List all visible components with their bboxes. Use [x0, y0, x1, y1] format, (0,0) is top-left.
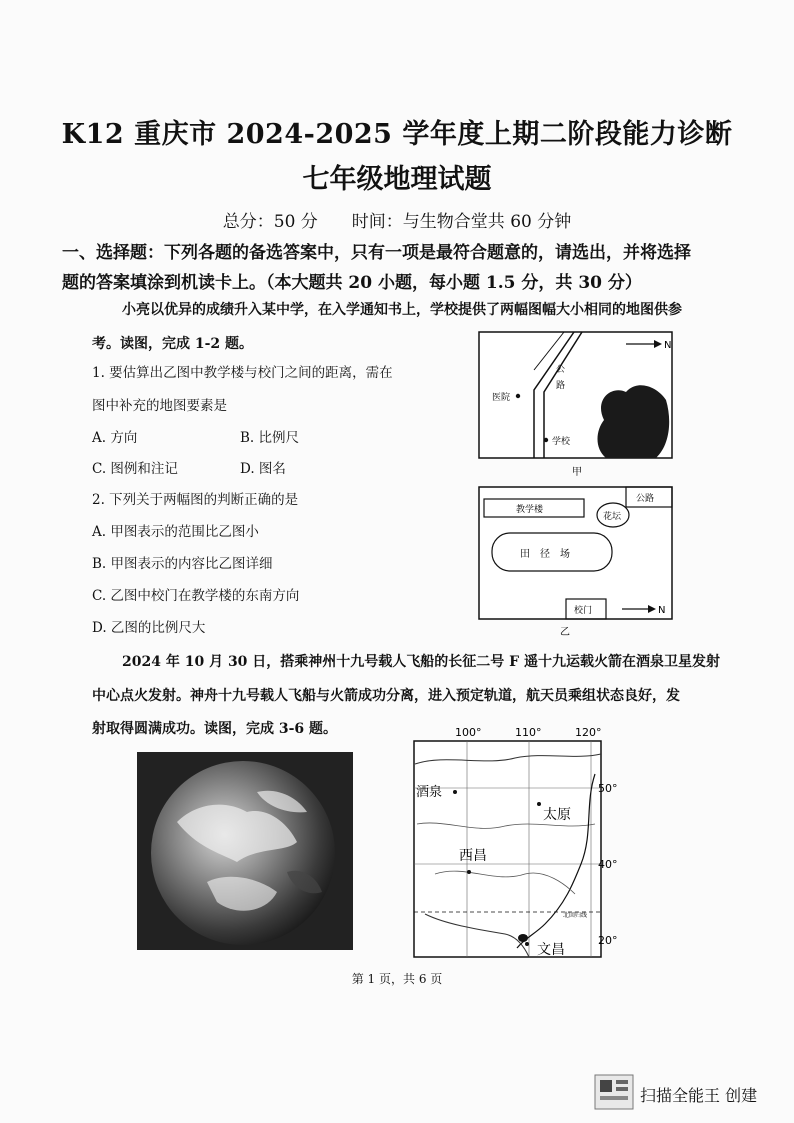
jia-road-char1: 公 — [556, 365, 566, 375]
lon-120: 120° — [575, 726, 602, 739]
xichang-label: 西昌 — [459, 848, 487, 864]
watermark-text: 扫描全能王 创建 — [640, 1086, 758, 1105]
intro2-line1: 2024 年 10 月 30 日，搭乘神州十九号载人飞船的长征二号 F 遥十九运载火箭在酒泉卫星发射 — [122, 654, 720, 670]
yi-caption: 乙 — [560, 627, 570, 638]
intro1-line2: 考。读图，完成 1-2 题。 — [92, 336, 254, 352]
q2-option-a: A. 甲图表示的范围比乙图小 — [92, 524, 259, 540]
intro2-line2: 中心点火发射。神舟十九号载人飞船与火箭成功分离，进入预定轨道，航天员乘组状态良好，发 — [92, 688, 680, 704]
jia-hospital-label: 医院 — [492, 393, 511, 403]
page-footer: 第 1 页，共 6 页 — [351, 972, 443, 986]
exam-title: K12 重庆市 2024-2025 学年度上期二阶段能力诊断 — [61, 119, 733, 150]
section-line-2: 题的答案填涂到机读卡上。（本大题共 20 小题，每小题 1.5 分，共 30 分） — [62, 273, 642, 293]
jia-caption: 甲 — [572, 467, 582, 478]
q2-option-c: C. 乙图中校门在教学楼的东南方向 — [92, 588, 300, 604]
q1-stem-2: 图中补充的地图要素是 — [92, 398, 227, 414]
jia-school-label: 学校 — [552, 437, 571, 447]
lon-100: 100° — [455, 726, 482, 739]
exam-meta: 总分：50 分 时间：与生物合堂共 60 分钟 — [222, 212, 572, 232]
scanner-logo-icon — [594, 1074, 634, 1110]
lat-40: 40° — [598, 858, 618, 871]
q1-option-d: D. 图名 — [240, 461, 286, 477]
intro2-line3: 射取得圆满成功。读图，完成 3-6 题。 — [92, 721, 338, 737]
lon-110: 110° — [515, 726, 542, 739]
jia-road-char2: 路 — [556, 381, 566, 391]
intro1-line1: 小亮以优异的成绩升入某中学，在入学通知书上，学校提供了两幅图幅大小相同的地图供参 — [122, 302, 682, 318]
xichang-dot — [467, 870, 471, 874]
q1-option-a: A. 方向 — [92, 430, 138, 446]
q1-stem-1: 1. 要估算出乙图中教学楼与校门之间的距离，需在 — [92, 365, 393, 381]
taiyuan-label: 太原 — [543, 807, 571, 823]
wenchang-dot — [525, 942, 529, 946]
yi-road-label: 公路 — [636, 494, 655, 504]
q2-stem: 2. 下列关于两幅图的判断正确的是 — [92, 492, 299, 508]
lat-50: 50° — [598, 782, 618, 795]
q1-option-b: B. 比例尺 — [240, 430, 300, 446]
yi-garden-label: 花坛 — [603, 512, 622, 522]
map-yi — [476, 485, 676, 640]
section-line-1: 一、选择题：下列各题的备选答案中，只有一项是最符合题意的，请选出，并将选择 — [62, 243, 691, 263]
q2-option-d: D. 乙图的比例尺大 — [92, 620, 206, 636]
wenchang-label: 文昌 — [537, 942, 565, 958]
q1-option-c: C. 图例和注记 — [92, 461, 178, 477]
taiyuan-dot — [537, 802, 541, 806]
jiuquan-dot — [453, 790, 457, 794]
tropic-label: 北回归线 — [563, 912, 588, 919]
yi-gate-label: 校门 — [574, 606, 593, 616]
hospital-dot — [516, 394, 520, 398]
school-dot — [544, 438, 548, 442]
china-map — [405, 724, 625, 962]
yi-north-label: N — [658, 605, 666, 616]
section-instructions — [62, 238, 742, 298]
map-jia — [476, 330, 676, 480]
lat-20: 20° — [598, 934, 618, 947]
yi-building-label: 教学楼 — [516, 505, 544, 515]
exam-subtitle: 七年级地理试题 — [302, 164, 492, 195]
jia-north-label: N — [664, 340, 672, 351]
earth-satellite-image — [137, 752, 353, 950]
yi-field-label: 田 径 场 — [520, 549, 570, 560]
hainan-island — [518, 934, 528, 942]
q2-option-b: B. 甲图表示的内容比乙图详细 — [92, 556, 273, 572]
jiuquan-label: 酒泉 — [416, 785, 443, 800]
